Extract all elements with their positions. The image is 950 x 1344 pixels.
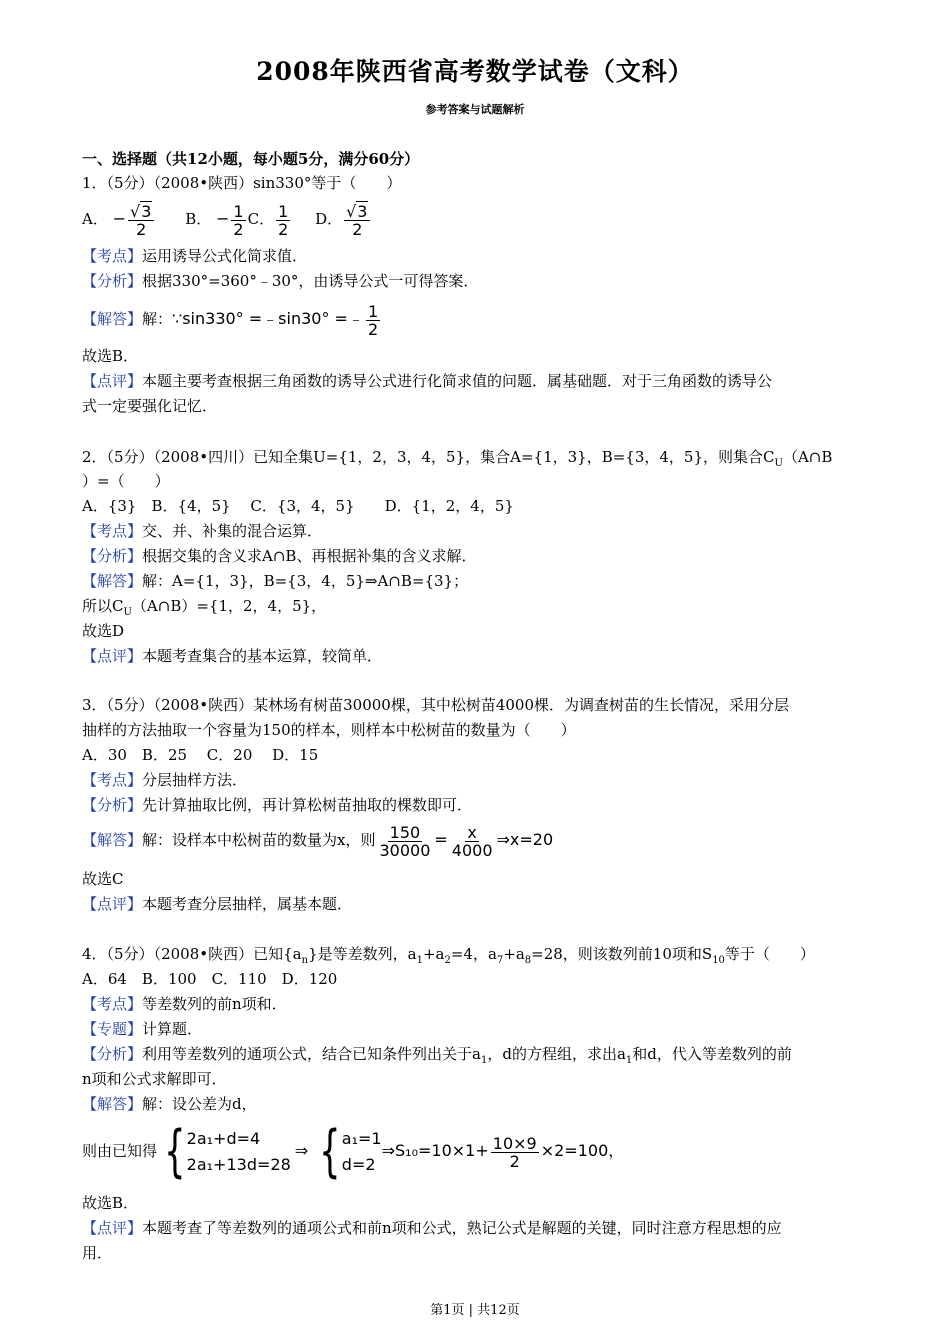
document-title: 2008年陕西省高考数学试卷（文科） bbox=[256, 57, 694, 86]
q2-stem-end: （A∩B bbox=[782, 448, 833, 466]
q4-sys-l1: 2a₁+d=4 bbox=[186, 1129, 261, 1148]
q1-jieda-frac bbox=[366, 303, 380, 338]
q1-opt-d-value bbox=[344, 203, 370, 238]
q1-opt-c-label: C． bbox=[247, 210, 275, 228]
q4-s8: 8 bbox=[524, 955, 532, 966]
q4-options: A．64 B．100 C．110 D．120 bbox=[82, 970, 338, 988]
q1-jieda-expr: ∵sin330° =﹣sin30° =﹣ bbox=[172, 309, 364, 328]
q1-jieda bbox=[82, 297, 382, 341]
q2-dianping bbox=[82, 645, 382, 667]
tag-kaodian: 【考点】 bbox=[82, 522, 143, 540]
q4-zhuanti-text: 计算题． bbox=[142, 1020, 203, 1038]
q2-line2-post: （A∩B）={1，2，4，5}， bbox=[131, 597, 327, 615]
q2-stem bbox=[82, 446, 832, 475]
q3-frac2-den: 4000 bbox=[451, 840, 493, 860]
q4-s1: 1 bbox=[416, 955, 423, 966]
tag-jieda: 【解答】 bbox=[82, 310, 143, 328]
q4-s10-num: 10×9 bbox=[492, 1133, 537, 1153]
q4-fenxi-b: ，d的方程组，求出a bbox=[487, 1045, 626, 1063]
tag-dianping: 【点评】 bbox=[82, 647, 143, 665]
tag-kaodian: 【考点】 bbox=[82, 995, 143, 1013]
q4-zhuanti bbox=[82, 1018, 202, 1040]
q1-options bbox=[82, 197, 372, 241]
q1-opt-a-value bbox=[128, 203, 154, 238]
q4-dianping-line2: 用． bbox=[82, 1244, 113, 1262]
q1-opt-b-sign: − bbox=[216, 209, 230, 228]
tag-fenxi: 【分析】 bbox=[82, 272, 143, 290]
left-brace-icon: { bbox=[319, 1119, 341, 1184]
q2-line2-sub: U bbox=[123, 607, 132, 618]
page-footer: 第1页 | 共12页 bbox=[430, 1303, 520, 1318]
q1-opt-c-den: 2 bbox=[278, 219, 289, 239]
q4-dianping-text: 本题考查了等差数列的通项公式和前n项和公式，熟记公式是解题的关键，同时注意方程思想的应 bbox=[142, 1219, 782, 1237]
section-heading: 一、选择题（共12小题，每小题5分，满分60分） bbox=[82, 150, 420, 168]
q4-guxuan: 故选B． bbox=[82, 1194, 139, 1212]
q3-dianping bbox=[82, 893, 352, 915]
q4-s2: 2 bbox=[444, 955, 451, 966]
q1-opt-a-label: A． bbox=[82, 210, 108, 228]
q1-opt-b-den: 2 bbox=[233, 219, 244, 239]
tag-dianping: 【点评】 bbox=[82, 895, 143, 913]
q4-fenxi-sub2: 1 bbox=[625, 1055, 633, 1066]
q2-dianping-text: 本题考查集合的基本运算，较简单． bbox=[142, 647, 383, 665]
q1-fenxi bbox=[82, 270, 478, 292]
q1-opt-c-num: 1 bbox=[278, 201, 289, 221]
q1-opt-d-den: 2 bbox=[352, 219, 363, 239]
q1-opt-b-value bbox=[231, 203, 245, 238]
q1-fenxi-text: 根据330°=360°﹣30°，由诱导公式一可得答案． bbox=[142, 272, 479, 290]
q1-kaodian bbox=[82, 245, 307, 267]
tag-zhuanti: 【专题】 bbox=[82, 1020, 143, 1038]
q4-s10: 10 bbox=[712, 955, 725, 966]
q2-fenxi bbox=[82, 545, 476, 567]
q4-sys-right bbox=[312, 1119, 382, 1184]
q3-stem: 3．（5分）（2008•陕西）某林场有树苗30000棵，其中松树苗4000棵．为调查树苗的生长情况，采用分层 bbox=[82, 696, 790, 714]
q4-dianping bbox=[82, 1217, 782, 1239]
q1-opt-a-num: 3 bbox=[141, 201, 152, 221]
q4-kaodian bbox=[82, 993, 287, 1015]
tag-kaodian: 【考点】 bbox=[82, 247, 143, 265]
q2-kaodian bbox=[82, 520, 322, 542]
q4-sys-r2: d=2 bbox=[341, 1155, 376, 1174]
q4-s7: 7 bbox=[496, 955, 504, 966]
q1-opt-b-num: 1 bbox=[233, 201, 244, 221]
q2-guxuan: 故选D bbox=[82, 622, 125, 640]
tag-fenxi: 【分析】 bbox=[82, 796, 143, 814]
q3-jieda bbox=[82, 818, 553, 862]
tag-fenxi: 【分析】 bbox=[82, 1045, 143, 1063]
sqrt-icon: √ bbox=[130, 201, 141, 221]
left-brace-icon: { bbox=[164, 1119, 186, 1184]
q3-eq: = bbox=[434, 830, 448, 849]
q3-result: ⇒x=20 bbox=[496, 830, 554, 849]
q1-opt-b-label: B． bbox=[185, 210, 212, 228]
q4-sys-left bbox=[157, 1119, 291, 1184]
sqrt-icon: √ bbox=[346, 201, 357, 221]
q2-stem-sub: U bbox=[774, 458, 783, 469]
q4-stem-pre: 4．（5分）（2008•陕西）已知{a bbox=[82, 945, 302, 963]
q3-guxuan: 故选C bbox=[82, 870, 124, 888]
q3-stem-line2: 抽样的方法抽取一个容量为150的样本，则样本中松树苗的数量为（ ） bbox=[82, 721, 576, 739]
q4-jieda bbox=[82, 1093, 257, 1115]
q4-fenxi-line2: n项和公式求解即可． bbox=[82, 1070, 227, 1088]
q4-stem-mid4: +a bbox=[503, 945, 525, 963]
q4-s10-den: 2 bbox=[509, 1151, 520, 1171]
q1-opt-a-den: 2 bbox=[136, 219, 147, 239]
q1-dianping bbox=[82, 370, 772, 392]
q3-dianping-text: 本题考查分层抽样，属基本题． bbox=[142, 895, 353, 913]
q4-fenxi-a: 利用等差数列的通项公式，结合已知条件列出关于a bbox=[142, 1045, 481, 1063]
tag-dianping: 【点评】 bbox=[82, 372, 143, 390]
q3-fenxi-text: 先计算抽取比例，再计算松树苗抽取的棵数即可． bbox=[142, 796, 473, 814]
tag-jieda: 【解答】 bbox=[82, 831, 143, 849]
q3-frac1-num: 150 bbox=[389, 822, 421, 842]
q2-jieda-text: 解：A={1，3}，B={3，4，5}⇒A∩B={3}； bbox=[142, 572, 469, 590]
document-subtitle: 参考答案与试题解析 bbox=[425, 103, 525, 116]
q1-guxuan: 故选B． bbox=[82, 347, 139, 365]
q4-fenxi-sub1: 1 bbox=[480, 1055, 488, 1066]
q4-stem-n: n bbox=[301, 955, 309, 966]
q1-kaodian-text: 运用诱导公式化简求值． bbox=[142, 247, 308, 265]
q4-fenxi-c: 和d，代入等差数列的前 bbox=[632, 1045, 792, 1063]
tag-fenxi: 【分析】 bbox=[82, 547, 143, 565]
q4-s10-expr: ⇒S₁₀=10×1+ bbox=[381, 1141, 489, 1160]
q3-frac1-den: 30000 bbox=[379, 840, 431, 860]
q4-s10-frac bbox=[491, 1135, 539, 1170]
q1-dianping-text: 本题主要考查根据三角函数的诱导公式进行化简求值的问题．属基础题．对于三角函数的诱导公 bbox=[142, 372, 773, 390]
q1-jieda-num: 1 bbox=[367, 301, 379, 321]
q3-frac2-num: x bbox=[467, 822, 477, 842]
q3-kaodian bbox=[82, 769, 247, 791]
tag-jieda: 【解答】 bbox=[82, 572, 143, 590]
q4-system bbox=[82, 1119, 625, 1184]
q4-arrow: ⇒ bbox=[294, 1141, 309, 1160]
q4-stem-mid3: =4，a bbox=[450, 945, 497, 963]
q4-kaodian-text: 等差数列的前n项和． bbox=[142, 995, 287, 1013]
q2-fenxi-text: 根据交集的含义求A∩B、再根据补集的含义求解． bbox=[142, 547, 477, 565]
q3-frac2 bbox=[450, 824, 495, 859]
q1-jieda-prefix: 解： bbox=[142, 310, 173, 328]
q4-sys-l2: 2a₁+13d=28 bbox=[186, 1155, 291, 1174]
tag-kaodian: 【考点】 bbox=[82, 771, 143, 789]
q4-stem-mid2: +a bbox=[422, 945, 445, 963]
q4-sys-r1: a₁=1 bbox=[341, 1129, 382, 1148]
q4-s10-tail: ×2=100， bbox=[540, 1141, 625, 1160]
q2-line2-pre: 所以C bbox=[82, 597, 124, 615]
q3-frac1 bbox=[377, 824, 432, 859]
q2-stem-line2: ）=（ ） bbox=[82, 472, 170, 490]
q4-sys-prefix: 则由已知得 bbox=[82, 1142, 158, 1160]
q1-dianping-line2: 式一定要强化记忆． bbox=[82, 397, 218, 415]
q3-options: A．30 B．25 C．20 D．15 bbox=[82, 746, 319, 764]
q3-jieda-prefix: 解：设样本中松树苗的数量为x，则 bbox=[142, 831, 376, 849]
q2-stem-text: 2．（5分）（2008•四川）已知全集U={1，2，3，4，5}，集合A={1，3}，B={3，4，5}，则集合C bbox=[82, 448, 775, 466]
q2-options: A．{3} B．{4，5} C．{3，4，5} D．{1，2，4，5} bbox=[82, 497, 514, 515]
q4-stem-mid5: =28，则该数列前10项和S bbox=[531, 945, 713, 963]
q4-stem-end: 等于（ ） bbox=[724, 945, 815, 963]
q3-kaodian-text: 分层抽样方法． bbox=[142, 771, 248, 789]
q1-jieda-den: 2 bbox=[367, 319, 379, 339]
q1-opt-d-label: D． bbox=[315, 210, 343, 228]
q3-fenxi bbox=[82, 794, 472, 816]
q2-kaodian-text: 交、并、补集的混合运算． bbox=[142, 522, 323, 540]
q1-stem: 1．（5分）（2008•陕西）sin330°等于（ ） bbox=[82, 174, 402, 192]
q2-jieda bbox=[82, 570, 468, 592]
q1-opt-c-value bbox=[276, 203, 290, 238]
tag-jieda: 【解答】 bbox=[82, 1095, 143, 1113]
q4-stem-mid1: }是等差数列，a bbox=[308, 945, 417, 963]
q1-opt-d-num: 3 bbox=[357, 201, 368, 221]
q4-jieda-text: 解：设公差为d， bbox=[142, 1095, 257, 1113]
tag-dianping: 【点评】 bbox=[82, 1219, 143, 1237]
q1-opt-a-sign: − bbox=[112, 209, 127, 228]
